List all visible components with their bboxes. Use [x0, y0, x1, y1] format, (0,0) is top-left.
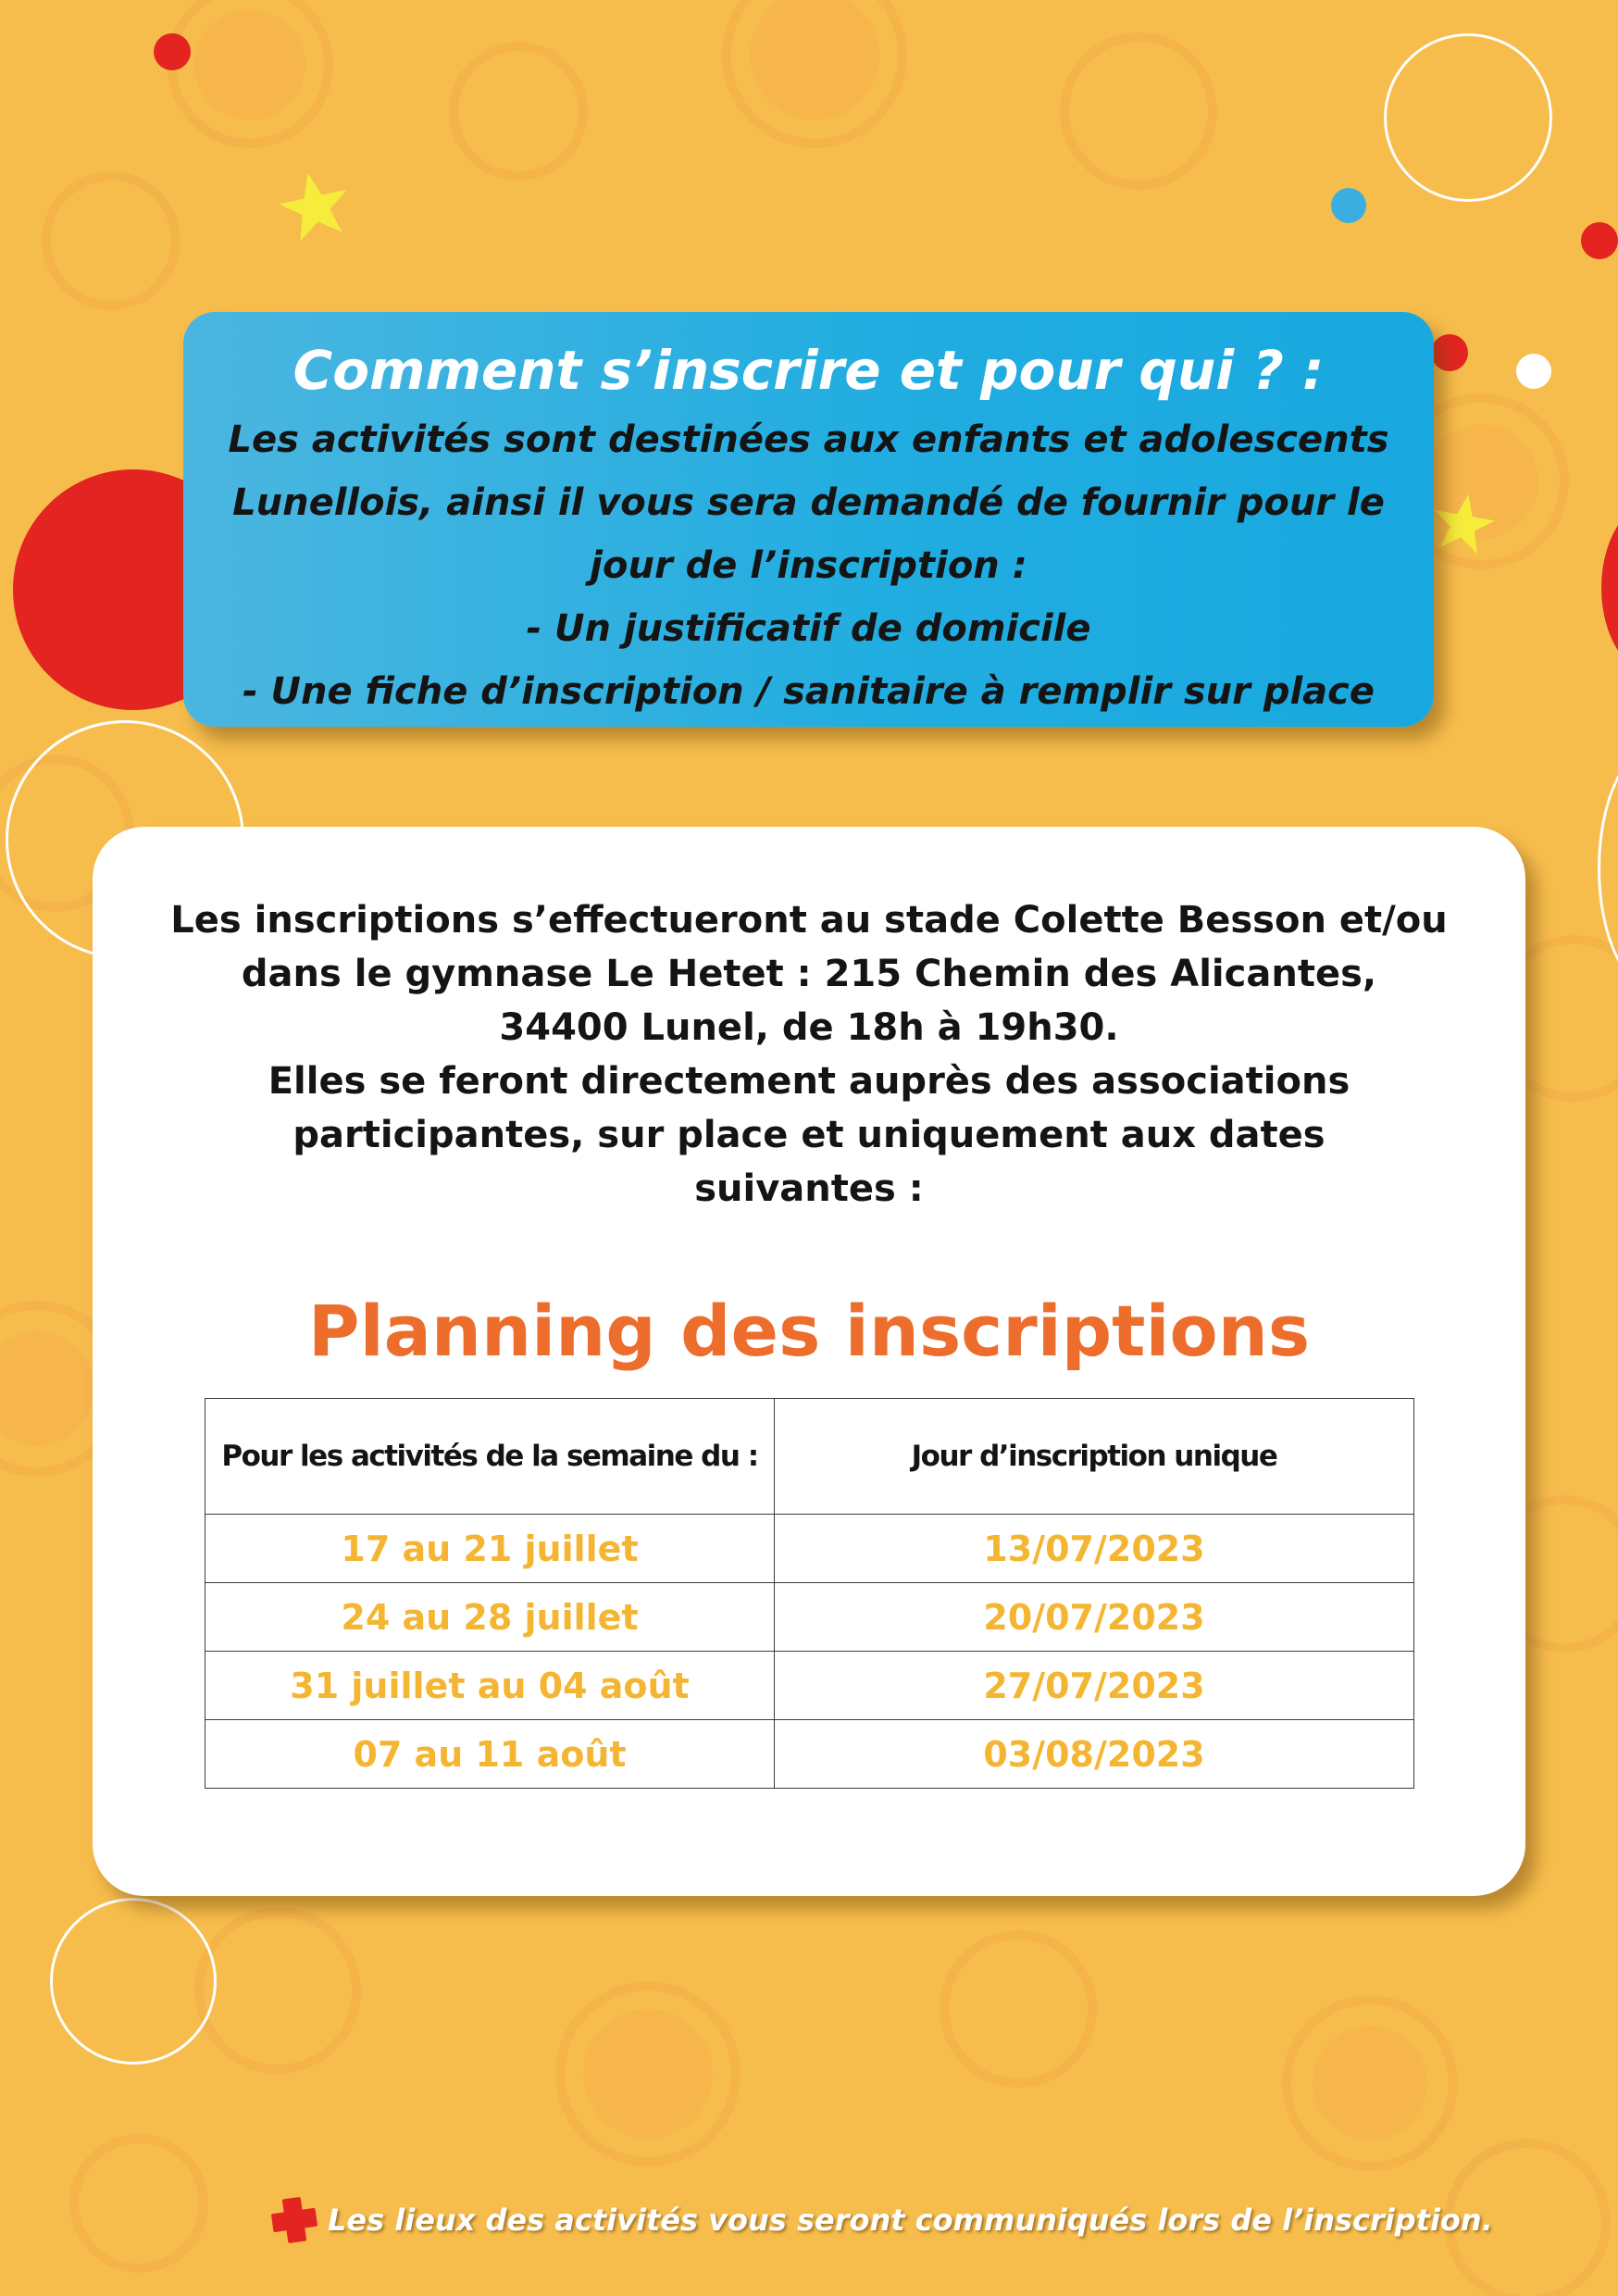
star-decoration: [278, 168, 352, 243]
week-cell: 31 juillet au 04 août: [205, 1652, 775, 1720]
white-ring-decoration: [50, 1898, 217, 2065]
date-cell: 20/07/2023: [775, 1583, 1414, 1652]
info-line: Les activités sont destinées aux enfants et adolescents: [228, 418, 1389, 461]
registration-location-text: [93, 893, 1525, 1216]
column-header-week: Pour les activités de la semaine du :: [205, 1399, 775, 1515]
card-text-line: suivantes :: [694, 1167, 924, 1210]
registration-card: [93, 827, 1525, 1896]
week-cell: 24 au 28 juillet: [205, 1583, 775, 1652]
info-line: - Une fiche d’inscription / sanitaire à remplir sur place: [243, 670, 1375, 713]
date-cell: 03/08/2023: [775, 1720, 1414, 1789]
registration-info-box: [183, 312, 1434, 727]
week-cell: 07 au 11 août: [205, 1720, 775, 1789]
info-line: - Un justificatif de domicile: [526, 607, 1091, 650]
date-cell: 13/07/2023: [775, 1515, 1414, 1583]
white-dot-decoration: [1516, 354, 1551, 389]
table-row: [205, 1652, 1414, 1720]
cross-icon: [270, 2196, 318, 2244]
info-box-title: Comment s’inscrire et pour qui ? :: [292, 339, 1325, 402]
schedule-table: [205, 1398, 1414, 1789]
week-cell: 17 au 21 juillet: [205, 1515, 775, 1583]
footer-note: [270, 2196, 1493, 2244]
red-dot-decoration: [1581, 222, 1618, 259]
info-line: jour de l’inscription :: [590, 544, 1027, 587]
blue-dot-decoration: [1331, 188, 1366, 223]
column-header-date: Jour d’inscription unique: [775, 1399, 1414, 1515]
card-text-line: Les inscriptions s’effectueront au stade Colette Besson et/ou: [170, 899, 1448, 942]
red-dot-decoration: [1431, 334, 1468, 371]
card-text-line: dans le gymnase Le Hetet : 215 Chemin des Alicantes,: [241, 953, 1377, 995]
table-row: [205, 1583, 1414, 1652]
card-text-line: Elles se feront directement auprès des associations: [268, 1060, 1350, 1103]
date-cell: 27/07/2023: [775, 1652, 1414, 1720]
white-ring-decoration: [1384, 33, 1552, 202]
card-text-line: participantes, sur place et uniquement aux dates: [292, 1114, 1326, 1156]
info-line: Lunellois, ainsi il vous sera demandé de fournir pour le: [232, 481, 1385, 524]
red-dot-decoration: [154, 33, 191, 70]
star-decoration: [1431, 491, 1496, 555]
footer-text: Les lieux des activités vous seront communiqués lors de l’inscription.: [328, 2202, 1493, 2238]
card-text-line: 34400 Lunel, de 18h à 19h30.: [499, 1006, 1119, 1049]
planning-title: Planning des inscriptions: [307, 1290, 1311, 1372]
table-header-row: [205, 1399, 1414, 1515]
table-row: [205, 1515, 1414, 1583]
table-row: [205, 1720, 1414, 1789]
